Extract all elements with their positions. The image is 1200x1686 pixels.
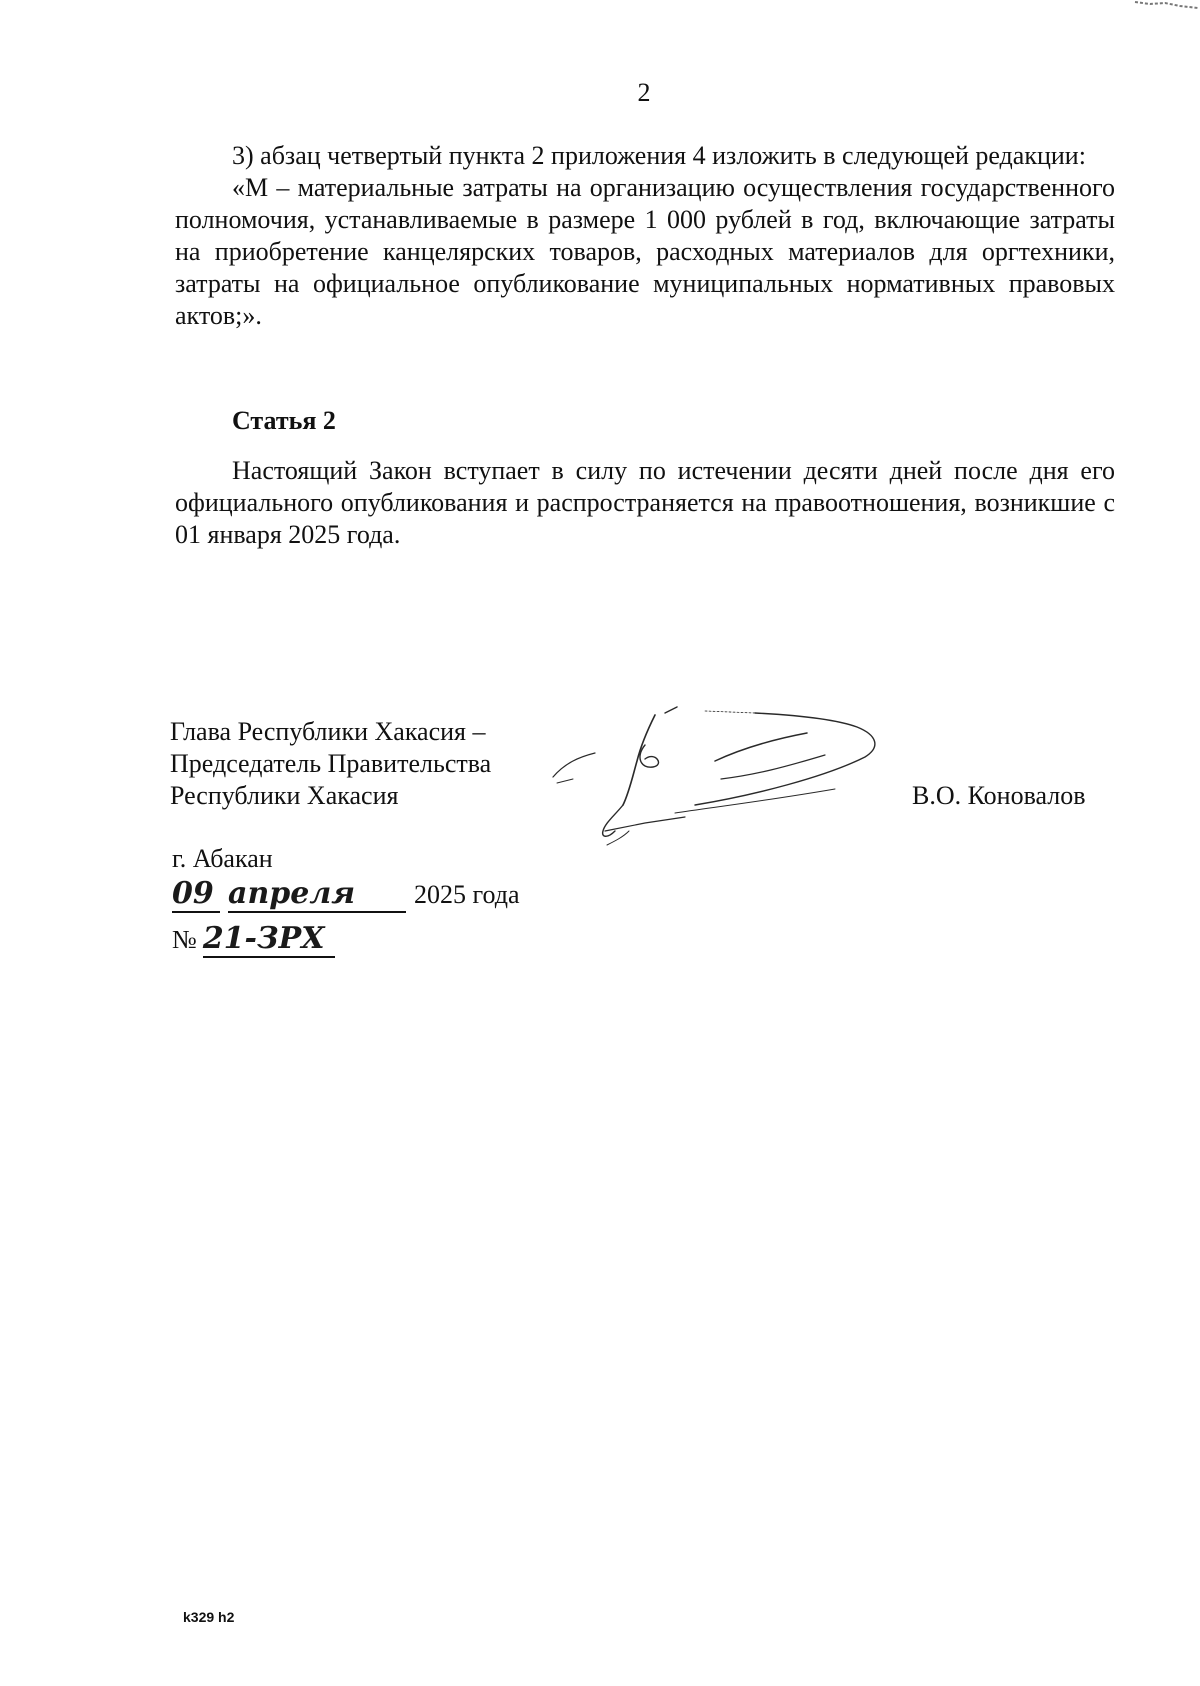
article-2-heading: Статья 2 [232,406,336,435]
quoted-definition-paragraph: «М – материальные затраты на организацию осуществления государственного полномочия, устанавливаемые в размере 1 000 рублей в год, включающие затраты на приобретение канцелярских товаров, расходных материалов для оргтехники, затраты на официальное опубликование муниципальных нормативных правовых актов;». [175,173,1115,330]
signatory-title-line-3: Республики Хакасия [170,781,399,810]
handwritten-law-number: 21-ЗРХ [203,922,335,958]
number-prefix: № [172,925,197,954]
page-number: 2 [637,78,651,107]
signing-date [172,875,520,915]
handwritten-month: апреля [228,877,406,913]
article1-tail [175,140,1115,332]
signatory-title [170,716,491,812]
scan-artifact [1130,0,1200,12]
signatory-title-line-1: Глава Республики Хакасия – [170,717,486,746]
item-3-paragraph: 3) абзац четвертый пункта 2 приложения 4 изложить в следующей редакции: [232,141,1086,170]
law-number [172,920,335,960]
handwritten-signature [545,705,935,855]
article-2-paragraph: Настоящий Закон вступает в силу по истечении десяти дней после дня его официального опубликования и распространяется на правоотношения, возникшие с 01 января 2025 года. [175,456,1115,549]
handwritten-day: 09 [172,877,220,913]
article-2-body [175,455,1115,551]
date-year-suffix: 2025 года [414,880,520,909]
signatory-title-line-2: Председатель Правительства [170,749,492,778]
signing-place: г. Абакан [172,844,273,873]
signatory-name: В.О. Коновалов [912,781,1086,810]
document-code: k329 h2 [183,1609,235,1625]
